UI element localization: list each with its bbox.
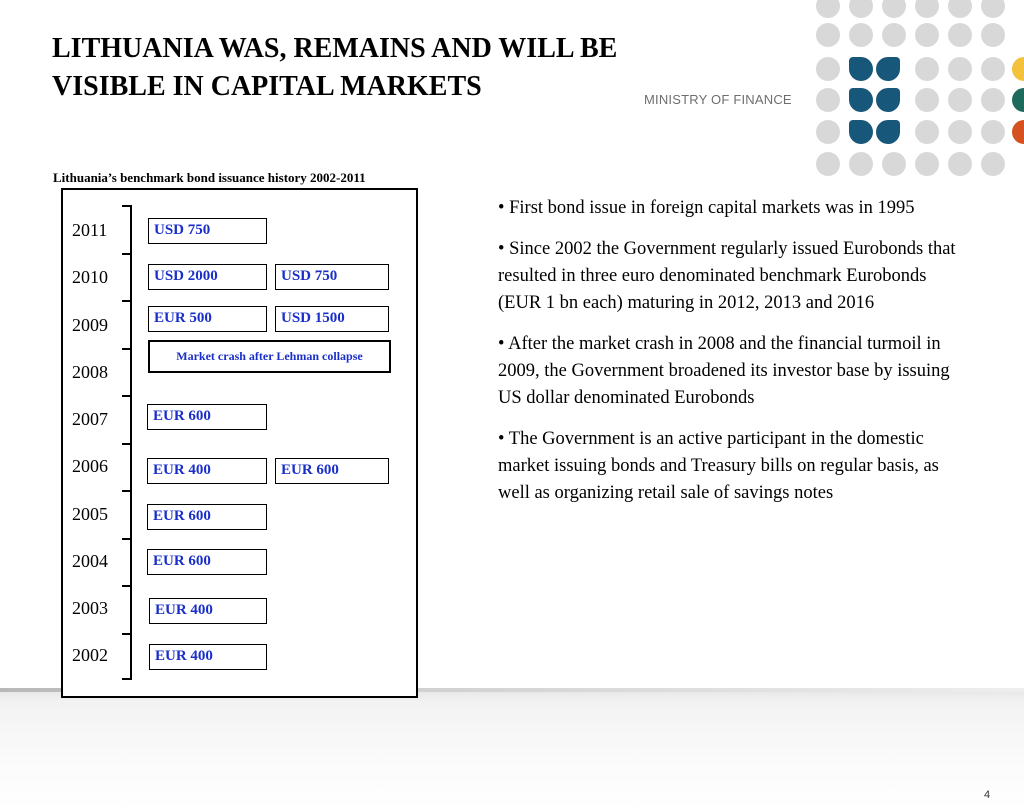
logo-dot [948,23,972,47]
logo-dot [948,152,972,176]
bond-issue-box: EUR 600 [275,458,389,484]
logo-dot [981,120,1005,144]
bond-issue-box: EUR 400 [149,598,267,624]
timeline-tick [122,538,132,540]
bond-issue-box: EUR 400 [149,644,267,670]
year-label: 2003 [72,598,108,618]
year-label: 2006 [72,456,108,476]
logo-dot [816,152,840,176]
logo-dot [882,23,906,47]
logo-dot-dark [876,120,900,144]
logo-dot [948,57,972,81]
year-label: 2007 [72,409,108,429]
logo-dot [915,0,939,18]
ministry-logo-text: MINISTRY OF FINANCE [644,92,792,107]
timeline-tick [122,348,132,350]
logo-dot [816,0,840,18]
bond-issue-box: USD 1500 [275,306,389,332]
timeline-tick [122,678,132,680]
timeline-tick [122,253,132,255]
bullet-item: • After the market crash in 2008 and the financial turmoil in 2009, the Government broadened its investor base by issuing US dollar denominated Eurobonds [498,334,950,408]
bond-issue-box: EUR 500 [148,306,267,332]
logo-dot [948,0,972,18]
timeline-tick [122,300,132,302]
market-crash-note: Market crash after Lehman collapse [148,340,391,373]
timeline-tick [122,585,132,587]
logo-dot [915,57,939,81]
year-label: 2005 [72,504,108,524]
bond-issue-box: USD 750 [275,264,389,290]
logo-dot [816,57,840,81]
timeline-tick [122,490,132,492]
timeline-tick [122,443,132,445]
logo-dot-dark [849,57,873,81]
bond-issue-box: EUR 600 [147,404,267,430]
page-number: 4 [984,789,991,801]
bond-issue-box: USD 750 [148,218,267,244]
year-label: 2004 [72,551,108,571]
bullet-list [498,195,968,521]
logo-dot [915,23,939,47]
logo-dot [849,23,873,47]
year-label: 2011 [72,220,108,240]
logo-dot [981,23,1005,47]
logo-dot [882,0,906,18]
logo-dot [915,152,939,176]
bullet-item: • The Government is an active participant in the domestic market issuing bonds and Treasury bills on regular basis, as well as organizing retail sale of savings notes [498,429,939,503]
bond-issue-box: EUR 400 [147,458,267,484]
logo-dot [882,152,906,176]
logo-dot [981,152,1005,176]
year-label: 2009 [72,315,108,335]
chart-subtitle: Lithuania’s benchmark bond issuance history 2002-2011 [53,170,366,185]
logo-dot [915,88,939,112]
logo-dot-dark [876,57,900,81]
logo-dot-dark [849,120,873,144]
logo-dot [849,152,873,176]
logo-dot [981,0,1005,18]
footer-gradient [0,690,1024,810]
logo-dot [948,88,972,112]
logo-dot-dark [876,88,900,112]
logo-dot-orange [1012,120,1024,144]
timeline-tick [122,395,132,397]
bullet-item: • First bond issue in foreign capital markets was in 1995 [498,198,915,218]
timeline-tick [122,633,132,635]
timeline-tick [122,205,132,207]
logo-dot-green [1012,88,1024,112]
bond-issue-box: EUR 600 [147,504,267,530]
year-label: 2008 [72,362,108,382]
logo-dot-yellow [1012,57,1024,81]
logo-dot [915,120,939,144]
year-label: 2010 [72,267,108,287]
logo-dot [948,120,972,144]
logo-dot [816,23,840,47]
logo-dot [849,0,873,18]
bond-issue-box: EUR 600 [147,549,267,575]
logo-dot [816,120,840,144]
slide-title: LITHUANIA WAS, REMAINS AND WILL BE VISIBLE IN CAPITAL MARKETS [52,33,618,102]
logo-dot [816,88,840,112]
logo-dot [981,57,1005,81]
year-label: 2002 [72,645,108,665]
logo-dot-dark [849,88,873,112]
bond-issue-box: USD 2000 [148,264,267,290]
logo-dot [981,88,1005,112]
bullet-item: • Since 2002 the Government regularly issued Eurobonds that resulted in three euro denominated benchmark Eurobonds (EUR 1 bn each) maturing in 2012, 2013 and 2016 [498,239,956,313]
